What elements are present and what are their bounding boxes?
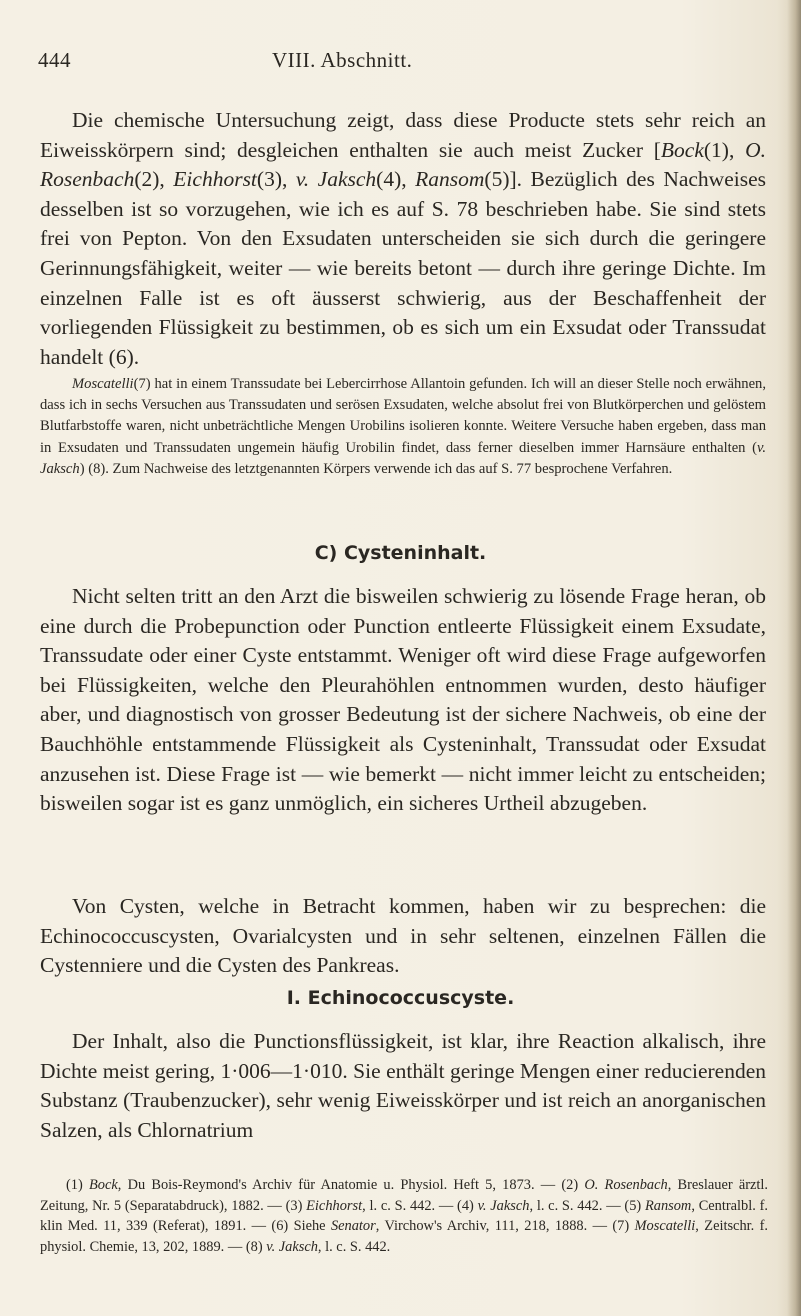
footnote-text: , Centralbl. f. klin Med. 11, 339 (Referat), 1891. — (6) Siehe: [40, 1197, 768, 1235]
author-citation: O. Rosenbach: [40, 137, 766, 192]
footnote-text: , l. c. S. 442. — (4): [362, 1197, 478, 1214]
footnote-author: Senator: [330, 1218, 376, 1235]
footnote-author: v. Jaksch: [266, 1238, 318, 1255]
footnotes: [40, 1175, 768, 1257]
page-edge-shadow: [787, 0, 801, 1316]
note-text: (7) hat in einem Transsudate bei Lebercirrhose Allantoin gefunden. Ich will an dieser Stelle noch erwähnen, dass ich in sechs Versuchen aus Transsudaten und serösen Exsudaten, welche absolut frei von Blutkörperchen und gelöstem Blutfarbstoffe waren, nicht unbeträchtliche Mengen Urobilins isolieren konnte. Weitere Versuche haben ergeben, dass man in Exsudaten und Transsudaten ungemein häufig Urobilin findet, dass ferner dieselben immer Harnsäure enthalten (: [40, 376, 766, 456]
footnote-author: Bock: [89, 1177, 118, 1193]
section-heading-cysteninhalt: C) Cysteninhalt.: [314, 542, 487, 564]
author-citation: Moscatelli: [72, 376, 134, 392]
page-number: 444: [38, 48, 71, 72]
author-citation: v. Jaksch: [295, 167, 377, 192]
footnote-author: v. Jaksch: [477, 1197, 530, 1214]
note-text: ) (8). Zum Nachweise des letztgenannten Körpers verwende ich das auf S. 77 besprochene Verfahren.: [79, 460, 673, 477]
footnote-text: , Zeitschr. f. physiol. Chemie, 13, 202, 1889. — (8): [40, 1218, 769, 1255]
running-head: [38, 48, 788, 74]
footnote-text: , Virchow's Archiv, 111, 218, 1888. — (7): [375, 1218, 635, 1235]
footnote-author: Moscatelli: [634, 1218, 696, 1235]
footnote-text: , l. c. S. 442.: [317, 1238, 391, 1255]
footnote-text: , Du Bois-Reymond's Archiv für Anatomie u. Physiol. Heft 5, 1873. — (2): [117, 1177, 585, 1193]
paragraph-text: (4),: [376, 167, 416, 192]
footnote-author: Eichhorst: [306, 1197, 363, 1214]
paragraph-cyst-question: Nicht selten tritt an den Arzt die bisweilen schwierig zu lösende Frage heran, ob eine durch die Probepunction oder Punction entleerte Flüssigkeit einem Exsudate, Transsudate oder einer Cyste entstammt. Weniger oft wird diese Frage aufgeworfen bei Flüssigkeiten, welche den Pleurahöhlen entnommen wurden, desto häufiger aber, und diagnostisch von grosser Bedeutung ist der sichere Nachweis, ob eine der Bauchhöhle entstammende Flüssigkeit als Cysteninhalt, Transsudat oder Exsudat anzusehen ist. Diese Frage ist — wie bemerkt — nicht immer leicht zu entscheiden; bisweilen sogar ist es ganz unmöglich, ein sicheres Urtheil abzugeben.: [40, 584, 766, 816]
note-paragraph: [40, 374, 766, 480]
paragraph-text: (2),: [134, 167, 174, 192]
paragraph-text: Die chemische Untersuchung zeigt, dass diese Producte stets sehr reich an Eiweisskörpern sind; desgleichen enthalten sie auch meist Zucker [: [40, 108, 766, 162]
paragraph-chemical-analysis: [40, 106, 766, 372]
footnote-text: , l. c. S. 442. — (5): [529, 1197, 645, 1214]
paragraph-text: (5)]. Bezüglich des Nachweises desselben ist so vorzugehen, wie ich es auf S. 78 beschrieben habe. Sie sind stets frei von Pepton. Von den Exsudaten unterscheiden sie sich durch die geringere Gerinnungsfähigkeit, weiter — wie bereits betont — durch ihre geringe Dichte. Im einzelnen Falle ist es oft äusserst schwierig, aus der Beschaffenheit der vorliegenden Flüssigkeit zu bestimmen, ob es sich um ein Exsudat oder Transsudat handelt (6).: [40, 167, 766, 369]
subsection-heading-echinococcuscyste: I. Echinococcuscyste.: [286, 987, 515, 1009]
paragraph-cyst-types: Von Cysten, welche in Betracht kommen, haben wir zu besprechen: die Echinococcuscysten, Ovarialcysten und in sehr seltenen, einzelnen Fällen die Cystenniere und die Cysten des Pankreas.: [40, 894, 766, 978]
author-citation: v. Jaksch: [40, 439, 766, 477]
paragraph-echinococcus-content: Der Inhalt, also die Punctionsflüssigkeit, ist klar, ihre Reaction alkalisch, ihre Dichte meist gering, 1·006—1·010. Sie enthält geringe Mengen einer reducierenden Substanz (Traubenzucker), sehr wenig Eiweisskörper und ist reich an anorganischen Salzen, als Chlornatrium: [40, 1029, 766, 1142]
footnote-author: O. Rosenbach: [584, 1177, 668, 1193]
author-citation: Bock: [660, 137, 704, 162]
author-citation: Eichhorst: [173, 167, 257, 192]
footnote-author: Ransom: [644, 1197, 692, 1214]
paragraph-text: (3),: [256, 167, 296, 192]
footnote-text: (1): [66, 1177, 89, 1193]
section-header: VIII. Abschnitt.: [272, 48, 413, 72]
footnote-text: , Breslauer ärztl. Zeitung, Nr. 5 (Separatabdruck), 1882. — (3): [40, 1177, 769, 1214]
paragraph-text: (1),: [703, 137, 746, 162]
author-citation: Ransom: [415, 167, 485, 192]
